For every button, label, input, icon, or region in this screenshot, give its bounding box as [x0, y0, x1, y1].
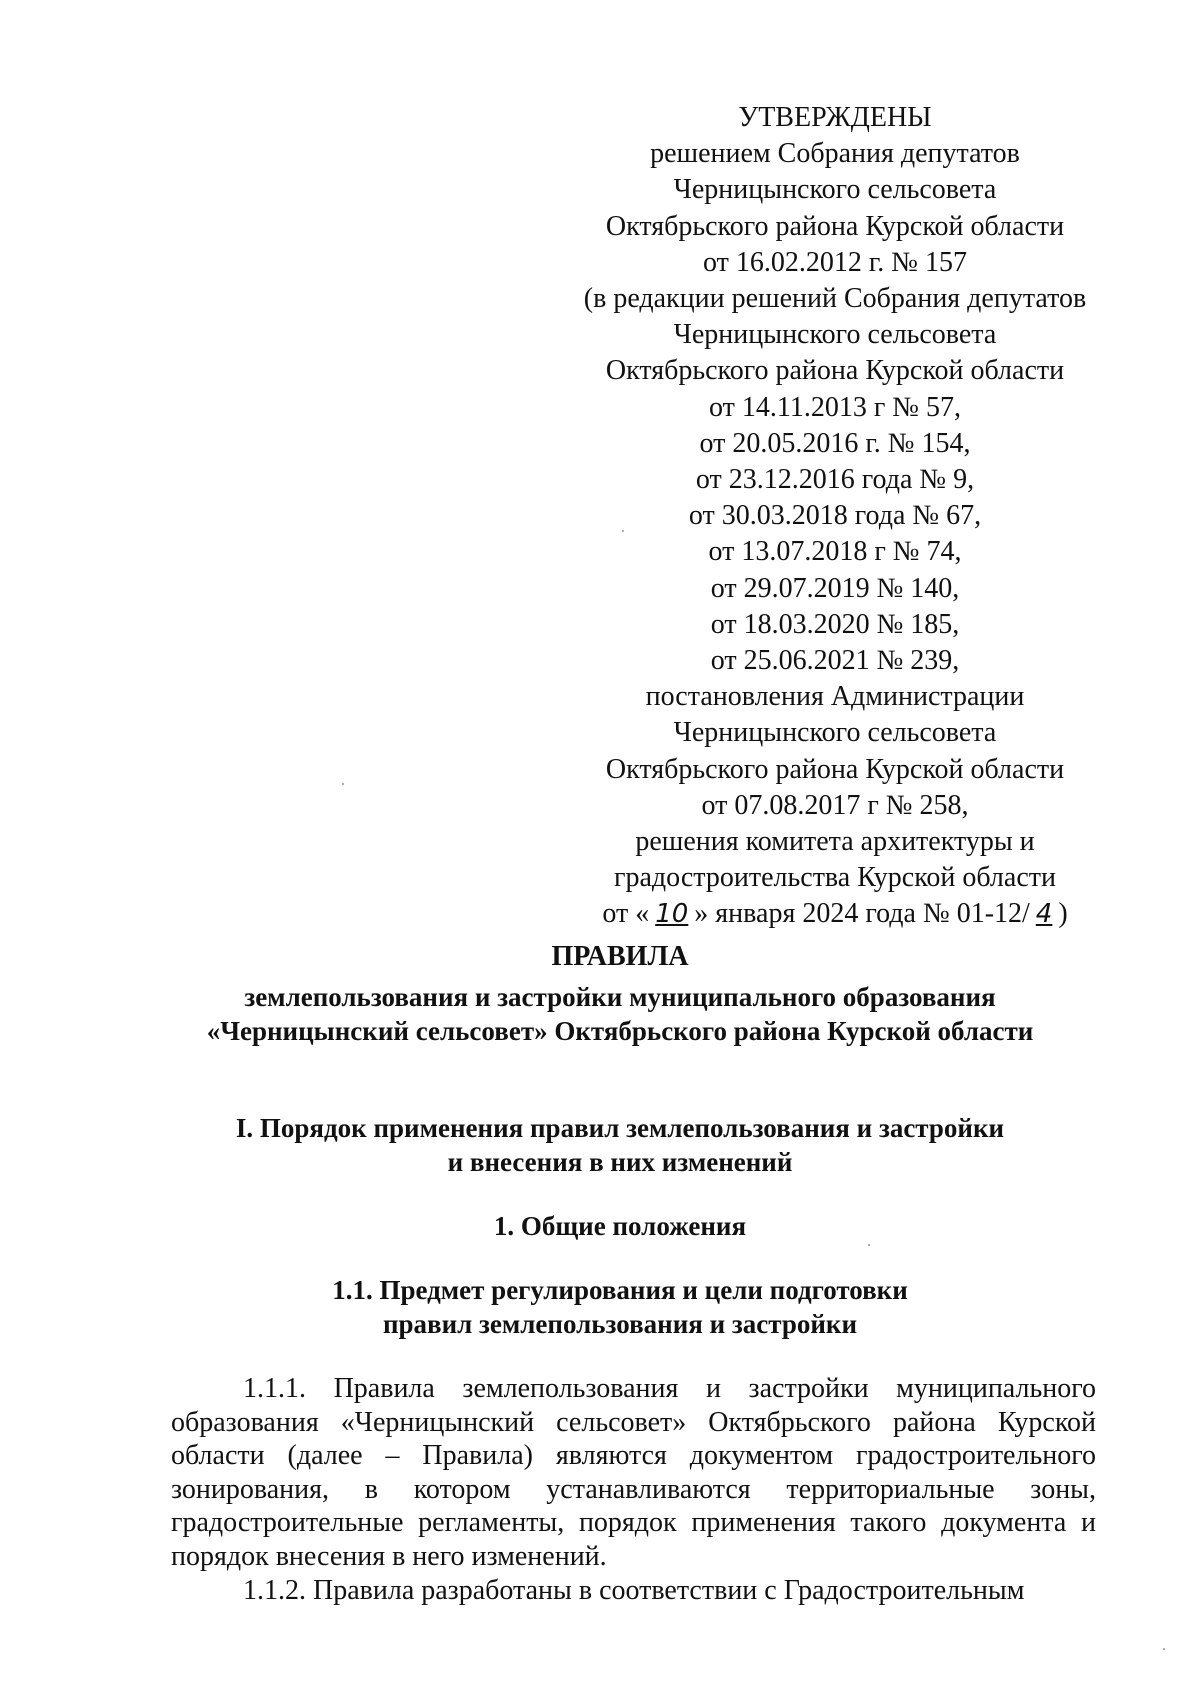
scan-speck [342, 783, 344, 785]
paragraph-1-1-2: 1.1.2. Правила разработаны в соответствии с Градостроительным [243, 1574, 1025, 1606]
paragraph-1-1-1: 1.1.1. Правила землепользования и застройки муниципального образования «Черницынский сельсовет» Октябрьского района Курской области (далее – Правила) являются документом градостроительного зонирования, в котором устанавливаются территориальные зоны, градостроительные регламенты, порядок применения такого документа и порядок внесения в него изменений. [171, 1373, 1096, 1572]
approval-line: от 29.07.2019 № 140, [710, 572, 960, 604]
scan-speck [622, 530, 624, 532]
approval-date-middle: » января 2024 года № 01-12/ [694, 898, 1030, 930]
document-subtitle-line-1: землепользования и застройки муниципального образования [244, 982, 996, 1012]
document-subtitle-line-2: «Черницынский сельсовет» Октябрьского района Курской области [206, 1016, 1034, 1046]
approval-line: от 16.02.2012 г. № 157 [703, 246, 967, 278]
approval-line: Октябрьского района Курской области [605, 753, 1065, 785]
approval-line: от 18.03.2020 № 185, [710, 608, 960, 640]
approval-line: Черницынского сельсовета [673, 717, 997, 749]
section-heading-1-line-1: I. Порядок применения правил землепользования и застройки [235, 1113, 1005, 1143]
scan-speck [1163, 1648, 1165, 1650]
approval-line: от 14.11.2013 г № 57, [708, 391, 962, 423]
approval-line: от 23.12.2016 года № 9, [695, 464, 975, 496]
handwritten-day: 10 [655, 899, 689, 930]
section-heading-3-line-1: 1.1. Предмет регулирования и цели подготовки [332, 1275, 908, 1305]
document-title: ПРАВИЛА [551, 941, 689, 972]
approval-line: от 25.06.2021 № 239, [710, 645, 960, 677]
approval-line: Октябрьского района Курской области [605, 355, 1065, 387]
section-heading-1-line-2: и внесения в них изменений [447, 1147, 793, 1177]
approval-line: решения комитета архитектуры и [635, 826, 1035, 858]
approval-line: от 20.05.2016 г. № 154, [699, 427, 971, 459]
approval-date-line [540, 896, 1130, 932]
approval-stamp-block [540, 100, 1130, 933]
approval-line: УТВЕРЖДЕНЫ [738, 102, 932, 133]
body-text [171, 1372, 1096, 1607]
approval-line: Октябрьского района Курской области [605, 210, 1065, 242]
section-heading-3-line-2: правил землепользования и застройки [382, 1309, 858, 1339]
section-heading-2: 1. Общие положения [493, 1211, 747, 1241]
approval-line: (в редакции решений Собрания депутатов [583, 283, 1087, 315]
approval-date-prefix: от « [602, 898, 650, 930]
approval-line: градостроительства Курской области [614, 862, 1056, 894]
approval-line: от 07.08.2017 г № 258, [701, 789, 969, 821]
approval-line: от 13.07.2018 г № 74, [708, 536, 962, 568]
handwritten-number: 4 [1035, 899, 1053, 930]
approval-line: от 30.03.2018 года № 67, [688, 500, 982, 532]
approval-line: Черницынского сельсовета [673, 174, 997, 206]
scan-speck [868, 1244, 870, 1246]
approval-line: постановления Администрации [645, 681, 1025, 713]
approval-line: решением Собрания депутатов [650, 138, 1020, 170]
approval-line: Черницынского сельсовета [673, 319, 997, 351]
approval-date-suffix: ) [1058, 898, 1068, 930]
